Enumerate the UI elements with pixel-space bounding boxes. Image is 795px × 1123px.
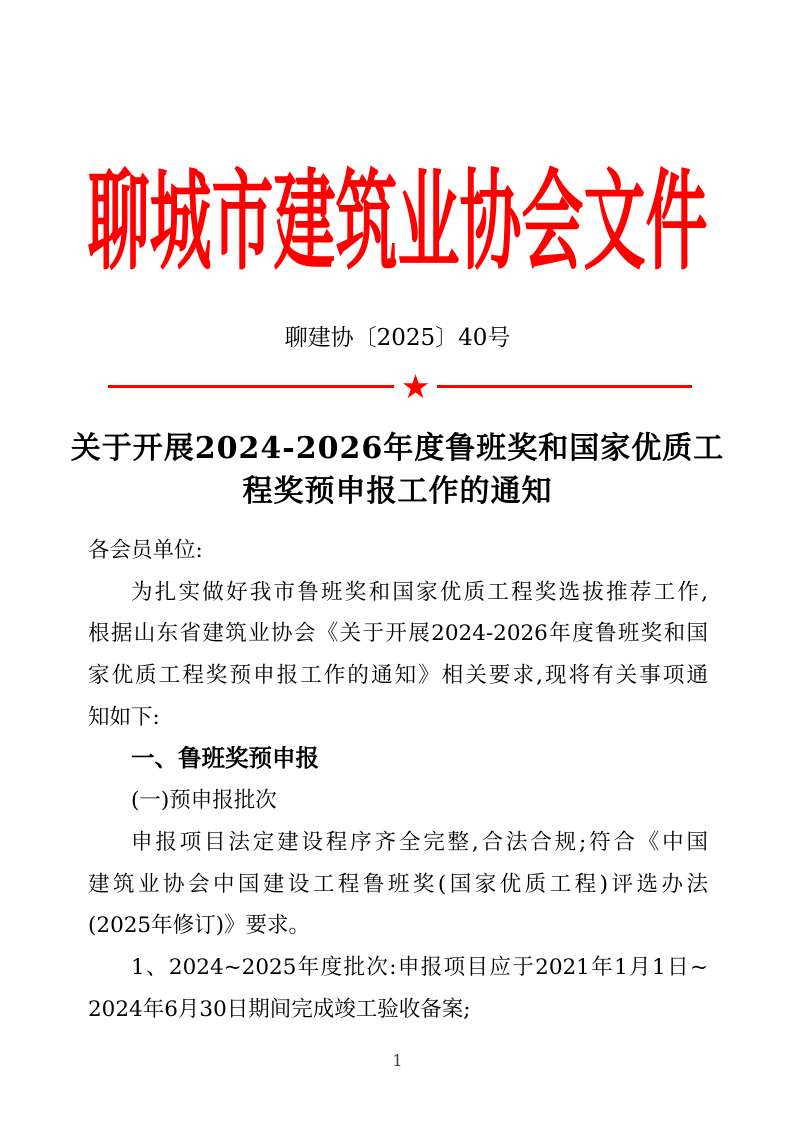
salutation-line: 各会员单位:	[88, 538, 203, 563]
body-text	[88, 530, 708, 1030]
document-title-line-1: 关于开展2024-2026年度鲁班奖和国家优质工	[70, 431, 725, 466]
body-line: 根据山东省建筑业协会《关于开展2024-2026年度鲁班奖和国	[88, 621, 708, 647]
doc-number: 聊建协〔2025〕40号	[284, 325, 511, 351]
document-title-line-2: 程奖预申报工作的通知	[242, 474, 553, 509]
star-wrap	[394, 368, 437, 406]
body-line: 家优质工程奖预申报工作的通知》相关要求,现将有关事项通	[88, 663, 708, 689]
red-divider	[108, 368, 692, 406]
page-number: 1	[392, 1051, 403, 1070]
body-line: 申报项目法定建设程序齐全完整,合法合规;符合《中国	[131, 829, 708, 855]
section-heading: 一、鲁班奖预申报	[131, 744, 319, 773]
sub-heading: (一)预申报批次	[131, 788, 277, 814]
body-line: (2025年修订)》要求。	[88, 913, 310, 939]
body-line: 为扎实做好我市鲁班奖和国家优质工程奖选拔推荐工作,	[131, 579, 708, 605]
body-line: 1、2024~2025年度批次:申报项目应于2021年1月1日~	[131, 954, 708, 980]
document-title	[0, 427, 795, 513]
body-line: 2024年6月30日期间完成竣工验收备案;	[88, 996, 471, 1022]
body-line: 知如下:	[88, 704, 160, 730]
org-header-title: 聊城市建筑业协会文件	[87, 157, 708, 286]
body-line: 建筑业协会中国建设工程鲁班奖(国家优质工程)评选办法	[88, 871, 708, 897]
star-icon: ★	[400, 367, 431, 406]
